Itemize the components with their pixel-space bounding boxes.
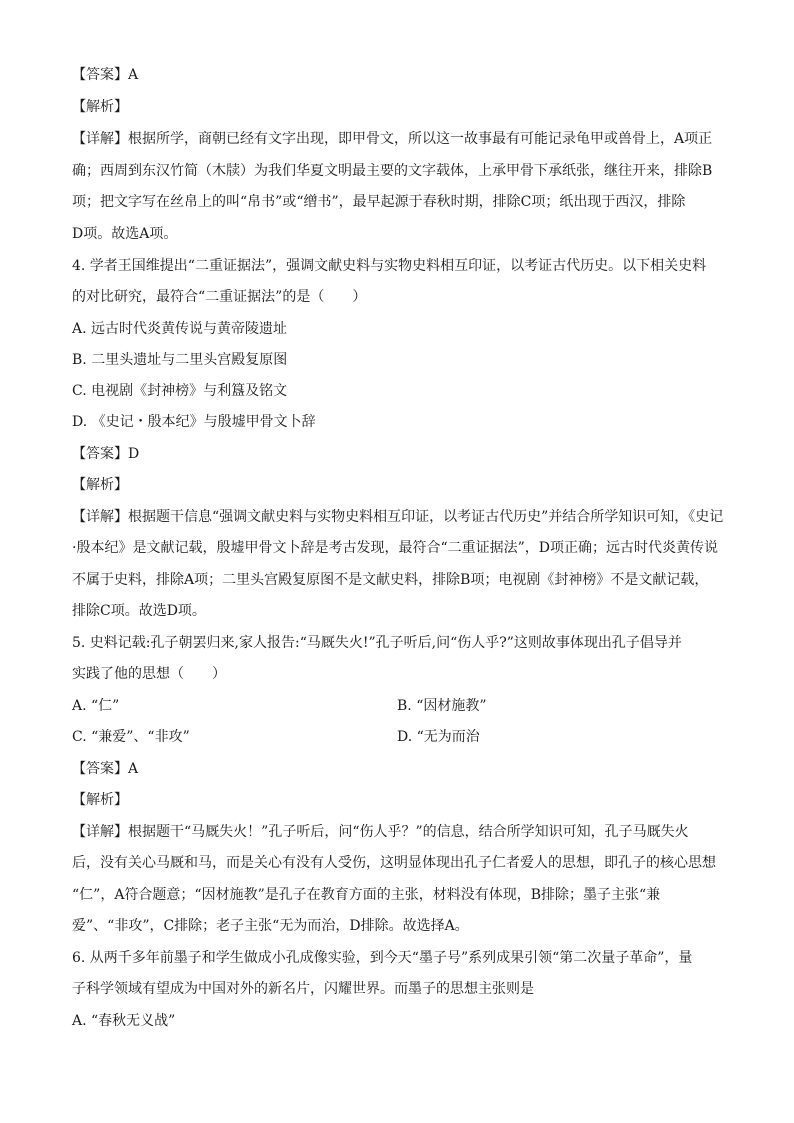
detail-q4-line-1: 【详解】根据题干信息“强调文献史料与实物史料相互印证，以考证古代历史”并结合所学知识可知，《史记	[72, 509, 724, 525]
question-4-option-c: C. 电视剧《封神榜》与利簋及铭文	[72, 383, 288, 399]
detail-q5-line-3: “仁”，A符合题意；“因材施教”是孔子在教育方面的主张，材料没有体现，B排除；墨子主张“兼	[72, 887, 661, 903]
detail-q5-line-4: 爱”、“非攻”，C排除；老子主张“无为而治，D排除。故选择A。	[72, 918, 469, 934]
answer-label-q5: 【答案】A	[72, 761, 139, 777]
question-6-stem-line-1: 6. 从两千多年前墨子和学生做成小孔成像实验，到今天“墨子号”系列成果引领“第二次量子革命”，量	[72, 950, 693, 966]
detail-q3-line-1: 【详解】根据所学，商朝已经有文字出现，即甲骨文，所以这一故事最有可能记录龟甲或兽骨上，A项正	[72, 131, 713, 147]
detail-q4-line-2: ·殷本纪》是文献记载，殷墟甲骨文卜辞是考古发现，最符合“二重证据法”，D项正确；远古时代炎黄传说	[72, 540, 718, 556]
detail-q5-line-2: 后，没有关心马厩和马，而是关心有没有人受伤，这明显体现出孔子仁者爱人的思想，即孔子的核心思想	[72, 855, 716, 871]
detail-q3-line-2: 确；西周到东汉竹简（木牍）为我们华夏文明最主要的文字载体，上承甲骨下承纸张，继往开来，排除B	[72, 163, 713, 179]
question-5-option-b: B. “因材施教”	[397, 698, 487, 714]
question-4-stem-line-1: 4. 学者王国维提出“二重证据法”，强调文献史料与实物史料相互印证，以考证古代历史。以下相关史料	[72, 258, 707, 274]
question-5-option-a: A. “仁”	[72, 698, 120, 714]
analysis-label-q3: 【解析】	[72, 99, 128, 115]
detail-q5-line-1: 【详解】根据题干“马厩失火！”孔子听后，问“伤人乎？”的信息，结合所学知识可知，孔子马厩失火	[72, 824, 689, 840]
detail-q4-line-4: 排除C项。故选D项。	[72, 603, 206, 619]
question-6-stem-line-2: 子科学领域有望成为中国对外的新名片，闪耀世界。而墨子的思想主张则是	[72, 981, 534, 997]
answer-label-q3: 【答案】A	[72, 67, 139, 83]
question-5-option-c: C. “兼爱”、“非攻”	[72, 729, 190, 745]
detail-q3-line-3: 项；把文字写在丝帛上的叫“帛书”或“缯书”，最早起源于春秋时期，排除C项；纸出现于西汉，排除	[72, 194, 686, 210]
detail-q4-line-3: 不属于史料，排除A项；二里头宫殿复原图不是文献史料，排除B项；电视剧《封神榜》不是文献记载，	[72, 572, 709, 588]
analysis-label-q4: 【解析】	[72, 477, 128, 493]
question-4-option-b: B. 二里头遗址与二里头宫殿复原图	[72, 352, 288, 368]
question-4-option-a: A. 远古时代炎黄传说与黄帝陵遗址	[72, 321, 288, 337]
question-4-stem-line-2: 的对比研究，最符合“二重证据法”的是（ ）	[72, 289, 367, 305]
detail-q3-line-4: D项。故选A项。	[72, 226, 178, 242]
question-5-stem-line-1: 5. 史料记载:孔子朝罢归来,家人报告:“马厩失火!”孔子听后,问“伤人乎?”这则故事体现出孔子倡导并	[72, 635, 682, 651]
analysis-label-q5: 【解析】	[72, 792, 128, 808]
question-4-option-d: D. 《史记・殷本纪》与殷墟甲骨文卜辞	[72, 414, 316, 430]
question-5-option-d: D. “无为而治	[397, 729, 480, 745]
answer-label-q4: 【答案】D	[72, 446, 140, 462]
question-6-option-a: A. “春秋无义战”	[72, 1013, 176, 1029]
question-5-stem-line-2: 实践了他的思想（ ）	[72, 666, 226, 682]
